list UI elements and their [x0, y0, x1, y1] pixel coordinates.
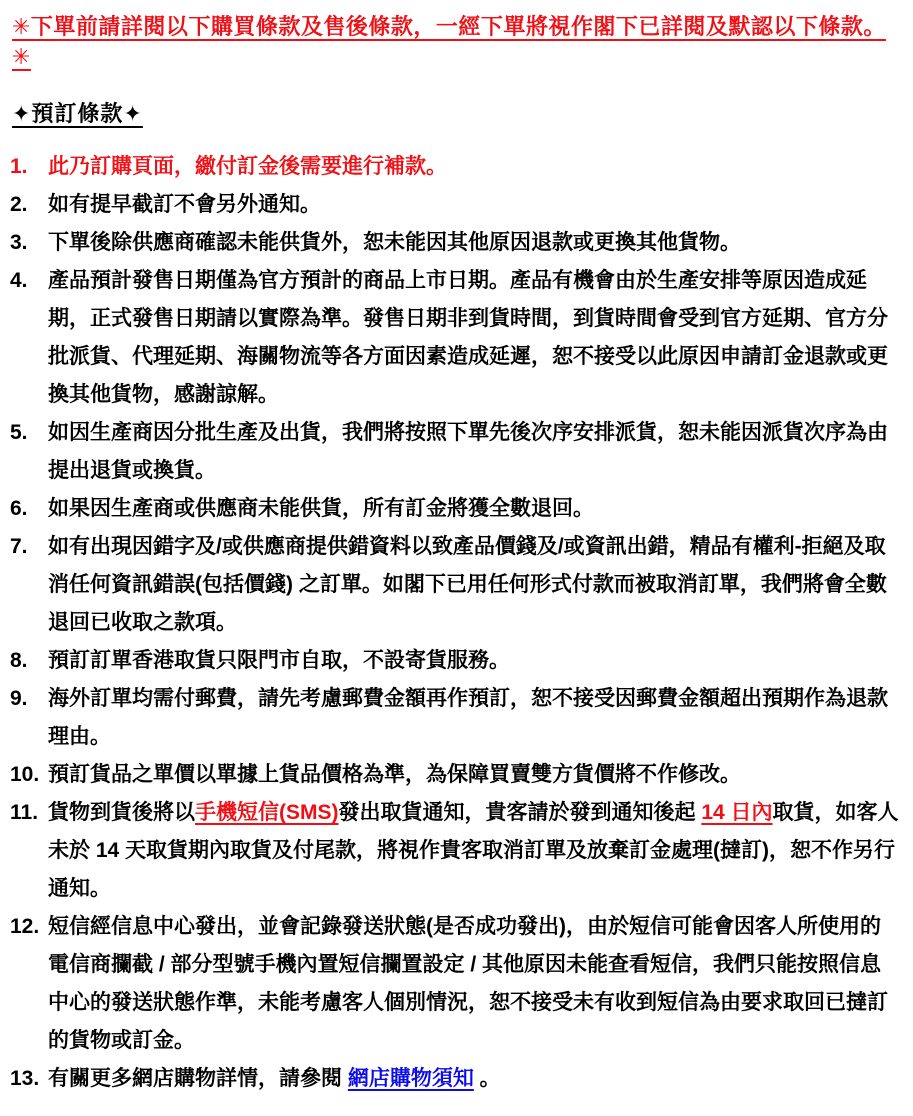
term-number: 8. — [10, 649, 28, 673]
term-item-4 — [10, 262, 899, 414]
term-item-5 — [10, 414, 899, 490]
term-item-10 — [10, 756, 899, 794]
term-text — [48, 1060, 899, 1098]
term-number: 3. — [10, 231, 28, 255]
term-text — [48, 908, 899, 1060]
term-text-segment: 此乃訂購頁面，繳付訂金後需要進行補款。 — [48, 155, 447, 179]
term-item-6 — [10, 490, 899, 528]
term-item-3 — [10, 224, 899, 262]
term-number: 5. — [10, 421, 28, 445]
term-item-12 — [10, 908, 899, 1060]
term-item-13 — [10, 1060, 899, 1098]
term-text — [48, 414, 899, 490]
purchase-notice-banner: ✳下單前請詳閱以下購買條款及售後條款，一經下單將視作閣下已詳閱及默認以下條款。✳ — [12, 14, 886, 69]
term-text — [48, 642, 899, 680]
term-text-segment: 預訂貨品之單價以單據上貨品價格為準，為保障買賣雙方貨價將不作修改。 — [48, 763, 741, 787]
term-text-segment: 如果因生產商或供應商未能供貨，所有訂金將獲全數退回。 — [48, 497, 594, 521]
term-text-segment: 有關更多網店購物詳情，請參閱 — [48, 1067, 348, 1091]
term-text — [48, 262, 899, 414]
term-item-1 — [10, 148, 899, 186]
pickup-deadline-emphasis: 14 日內 — [701, 801, 773, 825]
term-text-segment: 短信經信息中心發出，並會記錄發送狀態(是否成功發出)，由於短信可能會因客人所使用的電信商攔截 / 部分型號手機內置短信攔置設定 / 其他原因未能查看短信，我們只能按照信息中心的發送狀態作準，未能考慮客人個別情況，恕不接受未有收到短信為由要求取回已撻訂的貨物或訂金。 — [48, 915, 888, 1053]
term-text — [48, 680, 899, 756]
term-text-segment: 貨物到貨後將以 — [48, 801, 195, 825]
term-text-segment: 如因生產商因分批生產及出貨，我們將按照下單先後次序安排派貨，恕未能因派貨次序為由提出退貨或換貨。 — [48, 421, 888, 483]
term-item-2 — [10, 186, 899, 224]
term-text — [48, 794, 899, 908]
term-number: 7. — [10, 535, 28, 559]
term-text — [48, 528, 899, 642]
sms-emphasis: 手機短信(SMS) — [195, 801, 339, 825]
term-text — [48, 756, 899, 794]
term-item-11 — [10, 794, 899, 908]
term-text-segment: 取貨，如客人未於 14 天取貨期內取貨及付尾款，將視作貴客取消訂單及放棄訂金處理(撻訂)，恕不作另行通知。 — [48, 801, 899, 901]
term-text — [48, 224, 899, 262]
term-number: 6. — [10, 497, 28, 521]
term-text — [48, 490, 899, 528]
term-item-9 — [10, 680, 899, 756]
term-text — [48, 148, 899, 186]
term-number: 4. — [10, 269, 28, 293]
term-number: 11. — [10, 801, 39, 825]
term-text-segment: 產品預計發售日期僅為官方預計的商品上市日期。產品有機會由於生產安排等原因造成延期，正式發售日期請以實際為準。發售日期非到貨時間，到貨時間會受到官方延期、官方分批派貨、代理延期、海關物流等各方面因素造成延遲，恕不接受以此原因申請訂金退款或更換其他貨物，感謝諒解。 — [48, 269, 888, 407]
preorder-terms-title: ✦預訂條款✦ — [12, 101, 143, 127]
term-item-8 — [10, 642, 899, 680]
term-text-segment: 預訂訂單香港取貨只限門市自取，不設寄貨服務。 — [48, 649, 510, 673]
terms-list — [10, 148, 899, 1098]
term-number: 12. — [10, 915, 40, 939]
term-number: 2. — [10, 193, 28, 217]
term-number: 13. — [10, 1067, 40, 1091]
term-number: 9. — [10, 687, 28, 711]
term-text-segment: 如有出現因錯字及/或供應商提供錯資料以致產品價錢及/或資訊出錯，精品有權利-拒絕及取消任何資訊錯誤(包括價錢) 之訂單。如閣下已用任何形式付款而被取消訂單，我們將會全數退回已收取之款項。 — [48, 535, 887, 635]
term-number: 10. — [10, 763, 40, 787]
store-shopping-guide-link[interactable]: 網店購物須知 — [347, 1067, 474, 1091]
term-text-segment: 海外訂單均需付郵費，請先考慮郵費金額再作預訂，恕不接受因郵費金額超出預期作為退款理由。 — [48, 687, 888, 749]
term-text-segment: 發出取貨通知，貴客請於發到通知後起 — [338, 801, 702, 825]
term-number: 1. — [10, 155, 28, 179]
term-item-7 — [10, 528, 899, 642]
term-text-segment: 下單後除供應商確認未能供貨外，恕未能因其他原因退款或更換其他貨物。 — [48, 231, 741, 255]
term-text-segment: 如有提早截訂不會另外通知。 — [48, 193, 321, 217]
term-text-segment: 。 — [473, 1067, 501, 1091]
term-text — [48, 186, 899, 224]
